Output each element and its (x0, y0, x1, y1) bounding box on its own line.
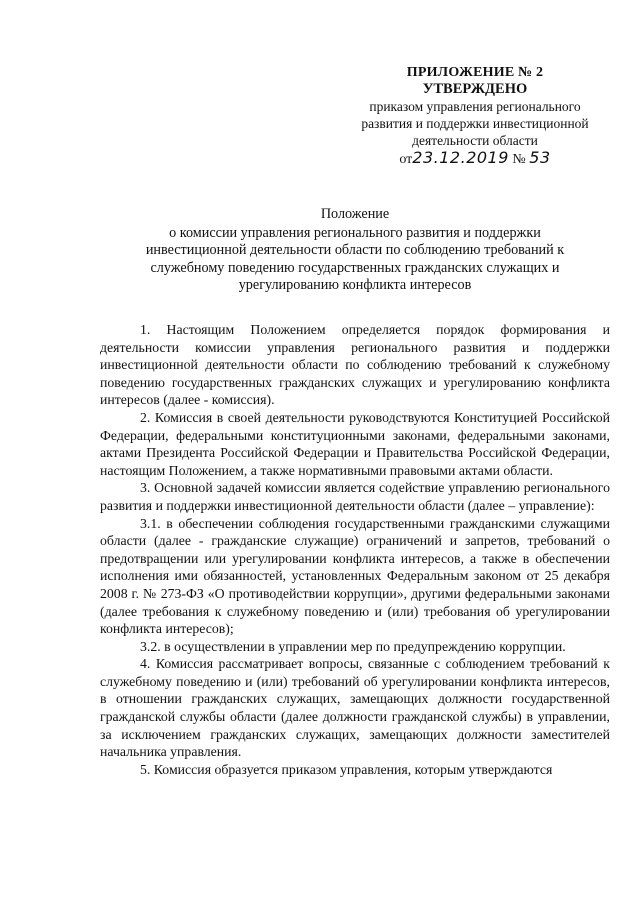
title-word: Положение (320, 206, 390, 222)
title-line-4: урегулированию конфликта интересов (238, 277, 472, 293)
title-line-1: о комиссии управления регионального развития и поддержки (169, 224, 541, 241)
paragraph-3-1: 3.1. в обеспечении соблюдения государственными гражданскими служащими области (далее - гражданские служащие) ограничений и запретов, требований о предотвращении или урегулировании конфликта интересов, а также в обеспечении исполнения ими обязанностей, установленных Федеральным законом от 25 декабря 2008 г. № 273-ФЗ «О противодействии коррупции», другими федеральными законами (далее требования к служебному поведению и (или) требования об урегулировании конфликта интересов); (100, 515, 610, 637)
paragraph-4: 4. Комиссия рассматривает вопросы, связанные с соблюдением требований к служебному поведению и (или) требований об урегулировании конфликта интересов, в отношении гражданских служащих, замещающих должности государственной гражданской службы области (далее должности гражданской службы) в управлении, за исключением гражданских служащих, замещающих должности заместителей начальника управления. (100, 656, 610, 760)
appendix-number: ПРИЛОЖЕНИЕ № 2 (406, 65, 544, 80)
order-line-3: деятельности области (412, 133, 538, 148)
date-prefix: от (399, 152, 413, 167)
order-line-2: развития и поддержки инвестиционной (361, 116, 589, 131)
document-body (100, 321, 610, 778)
paragraph-3-2: 3.2. в осуществлении в управлении мер по предупреждению коррупции. (140, 638, 566, 654)
paragraph-2: 2. Комиссия в своей деятельности руководствуются Конституцией Российской Федерации, федеральными конституционными законами, федеральными законами, актами Президента Российской Федерации и Правительства Российской Федерации, настоящим Положением, а также нормативными правовыми актами области. (100, 409, 610, 478)
document-title (100, 206, 610, 295)
handwritten-number: 53 (529, 148, 551, 167)
number-prefix: № (512, 152, 526, 167)
order-line-1: приказом управления регионального (369, 99, 581, 114)
title-line-2: инвестиционной деятельности области по соблюдению требований к (145, 242, 565, 258)
paragraph-3: 3. Основной задачей комиссии является содействие управлению регионального развития и поддержки инвестиционной деятельности области (далее – управление): (100, 480, 610, 513)
paragraph-1: 1. Настоящим Положением определяется порядок формирования и деятельности комиссии управления регионального развития и поддержки инвестиционной деятельности области по соблюдению требований к служебному поведению государственных гражданских служащих и урегулированию конфликта интересов (далее - комиссия). (100, 322, 610, 408)
paragraph-5: 5. Комиссия образуется приказом управления, которым утверждаются (140, 761, 553, 777)
handwritten-date: 23.12.2019 (412, 148, 509, 167)
order-date-line (345, 149, 605, 168)
title-line-3: служебному поведению государственных гражданских служащих и (150, 259, 560, 276)
approval-stamp (345, 64, 605, 168)
approved-label: УТВЕРЖДЕНО (422, 81, 528, 97)
